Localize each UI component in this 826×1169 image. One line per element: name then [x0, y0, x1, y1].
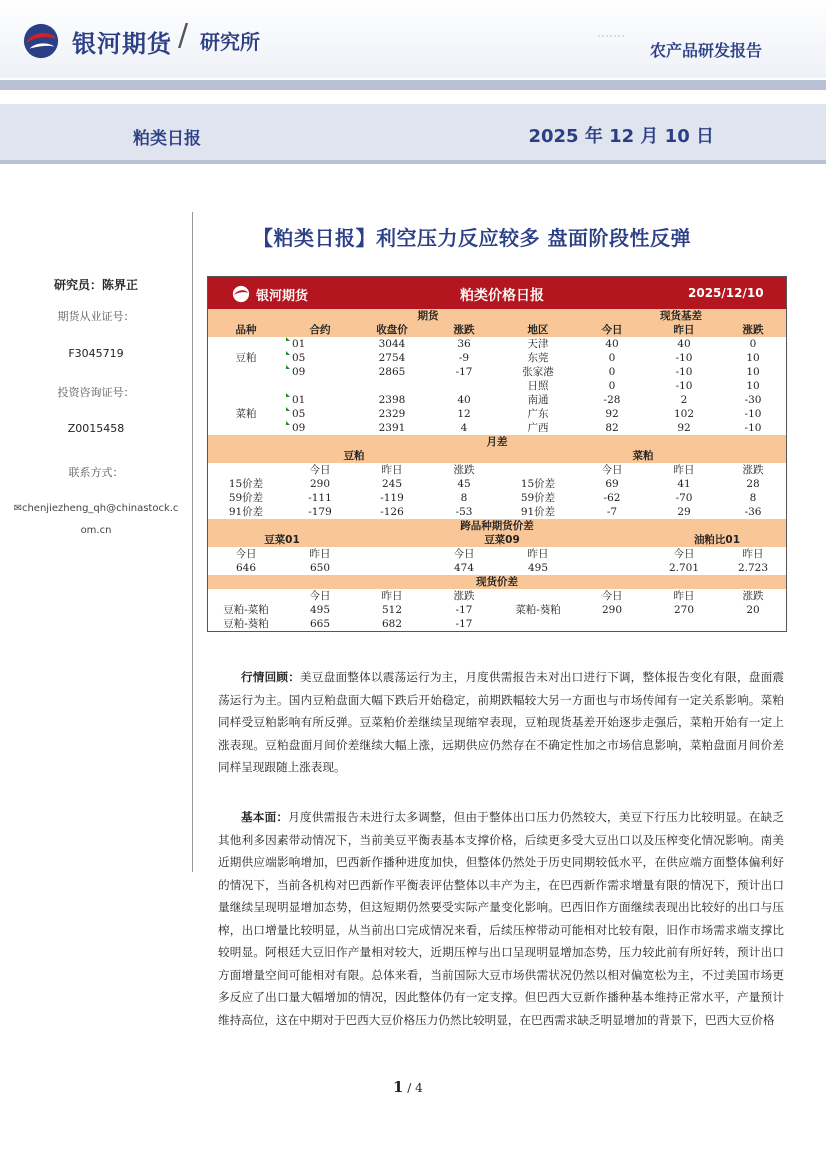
table-cell: 290 [576, 603, 648, 617]
table-cell: -126 [356, 505, 428, 519]
table-cell: 0 [576, 351, 648, 365]
table-cell: -36 [720, 505, 786, 519]
table-cell [284, 379, 356, 393]
table-cell: -111 [284, 491, 356, 505]
table-cell: -17 [428, 617, 500, 631]
table-cell: 10 [720, 379, 786, 393]
column-header: 昨日 [648, 323, 720, 337]
daily-title: 粕类日报 [133, 129, 201, 149]
column-header [208, 463, 284, 477]
column-header: 涨跌 [720, 323, 786, 337]
table-cell: 682 [356, 617, 428, 631]
report-type: 农产品研发报告 [649, 41, 762, 60]
subsection-title: 菜粕 [500, 449, 786, 463]
table-cell [576, 561, 648, 575]
table-cell: 2.723 [720, 561, 786, 575]
cert-label: 期货从业证号： [57, 310, 135, 323]
table-row [208, 379, 786, 393]
table-cell: 10 [720, 365, 786, 379]
mail-icon: ✉ [13, 503, 22, 514]
flag-icon [286, 365, 290, 369]
column-header: 品种 [208, 323, 284, 337]
table-cell: -10 [648, 351, 720, 365]
section-title: 月差 [208, 435, 786, 449]
review-label: 行情回顾： [241, 670, 301, 684]
section-header-row [208, 435, 786, 449]
column-header: 地区 [500, 323, 576, 337]
table-cell: 40 [428, 393, 500, 407]
table-cell: 2329 [356, 407, 428, 421]
table-cell: 92 [576, 407, 648, 421]
flag-icon [286, 407, 290, 411]
table-cell: 菜粕 [208, 407, 284, 421]
table-row [208, 365, 786, 379]
table-cell: 0 [576, 365, 648, 379]
column-header: 涨跌 [720, 589, 786, 603]
cert-number: F3045719 [68, 347, 124, 360]
table-cell [356, 561, 428, 575]
table-date: 2025/12/10 [688, 286, 764, 300]
table-cell [720, 617, 786, 631]
table-cell: -10 [720, 407, 786, 421]
flag-icon [286, 393, 290, 397]
table-cell: 4 [428, 421, 500, 435]
table-cell: -10 [648, 365, 720, 379]
table-cell: 日照 [500, 379, 576, 393]
table-cell: 28 [720, 477, 786, 491]
column-header: 昨日 [720, 547, 786, 561]
subsection-title: 豆菜09 [428, 533, 576, 547]
column-header: 今日 [576, 589, 648, 603]
table-cell: 2398 [356, 393, 428, 407]
table-cell [208, 337, 284, 351]
column-header [208, 589, 284, 603]
table-cell: 菜粕-葵粕 [500, 603, 576, 617]
table-cell: 豆粕 [208, 351, 284, 365]
researcher-label: 研究员：陈界正 [53, 278, 138, 292]
column-header: 合约 [284, 323, 356, 337]
table-row [208, 351, 786, 365]
subsection-title: 豆菜01 [208, 533, 356, 547]
table-cell: -70 [648, 491, 720, 505]
column-header: 今日 [576, 323, 648, 337]
table-cell: 2865 [356, 365, 428, 379]
table-cell: 05 [284, 407, 356, 421]
email-line-1: chenjiezheng_qh@chinastock.c [21, 503, 179, 514]
table-cell [576, 617, 648, 631]
table-cell: 290 [284, 477, 356, 491]
table-cell [500, 617, 576, 631]
table-cell [208, 393, 284, 407]
table-cell: 01 [284, 393, 356, 407]
table-cell: 29 [648, 505, 720, 519]
invest-label: 投资咨询证号： [57, 386, 135, 399]
column-header: 昨日 [648, 589, 720, 603]
table-cell: 8 [720, 491, 786, 505]
column-header-row [208, 589, 786, 603]
table-cell: 69 [576, 477, 648, 491]
table-cell: 01 [284, 337, 356, 351]
table-cell: 20 [720, 603, 786, 617]
invest-number: Z0015458 [67, 422, 125, 435]
table-cell: 495 [284, 603, 356, 617]
table-cell: 40 [648, 337, 720, 351]
sidebar-divider [192, 212, 193, 872]
table-row [208, 393, 786, 407]
subsection-header-row [208, 449, 786, 463]
column-header: 涨跌 [720, 463, 786, 477]
table-cell: 59价差 [500, 491, 576, 505]
table-cell: -10 [720, 421, 786, 435]
table-cell: 广东 [500, 407, 576, 421]
price-grid [208, 309, 786, 631]
table-cell: 2754 [356, 351, 428, 365]
page-total: 4 [415, 1081, 423, 1095]
table-cell: 45 [428, 477, 500, 491]
column-header [500, 463, 576, 477]
column-header: 收盘价 [356, 323, 428, 337]
decorative-dots-icon [598, 32, 626, 40]
column-header: 今日 [208, 547, 284, 561]
table-cell: 646 [208, 561, 284, 575]
table-cell: 474 [428, 561, 500, 575]
table-row [208, 561, 786, 575]
table-cell: -28 [576, 393, 648, 407]
table-cell: 82 [576, 421, 648, 435]
table-cell: 10 [720, 351, 786, 365]
table-cell: 665 [284, 617, 356, 631]
table-cell: 15价差 [208, 477, 284, 491]
section-title: 现货价差 [208, 575, 786, 589]
table-cell: 8 [428, 491, 500, 505]
section-header-row [208, 309, 786, 323]
table-cell: 0 [576, 379, 648, 393]
column-header: 今日 [576, 463, 648, 477]
brand-name: 银河期货 [72, 30, 172, 58]
table-cell [208, 309, 356, 323]
review-text: 美豆盘面整体以震荡运行为主，月度供需报告未对出口进行下调，整体报告变化有限，盘面震荡运行为主。国内豆粕盘面大幅下跌后开始稳定，前期跌幅较大另一方面也与市场传闻有一定关系影响。菜粕同样受豆粕影响有所反弹。豆菜粕价差继续呈现缩窄表现，豆粕现货基差开始逐步走强后，菜粕开始有一定上涨表现。豆粕盘面月间价差继续大幅上涨，远期供应仍然存在不确定性加之市场信息影响，菜粕盘面月间价差同样呈现跟随上涨表现。 [218, 670, 784, 774]
table-cell [648, 617, 720, 631]
email-line-2: om.cn [80, 525, 112, 536]
section-title: 跨品种期货价差 [208, 519, 786, 533]
column-header: 今日 [284, 463, 356, 477]
page-current: 1 [393, 1078, 404, 1096]
column-header: 昨日 [356, 589, 428, 603]
main-title: 【粕类日报】利空压力反应较多 盘面阶段性反弹 [253, 226, 691, 250]
subsection-title: 油粕比01 [648, 533, 786, 547]
fundamentals-paragraph [218, 806, 784, 1031]
table-cell: 南通 [500, 393, 576, 407]
column-header: 涨跌 [428, 323, 500, 337]
table-cell: 512 [356, 603, 428, 617]
title-band-divider [0, 160, 826, 164]
report-date: 2025 年 12 月 10 日 [528, 126, 714, 147]
flag-icon [286, 337, 290, 341]
table-cell [356, 379, 428, 393]
table-cell: 2 [648, 393, 720, 407]
fundamentals-label: 基本面： [241, 810, 289, 824]
table-row [208, 407, 786, 421]
column-header [356, 547, 428, 561]
table-cell [356, 533, 428, 547]
table-cell: -119 [356, 491, 428, 505]
table-cell [208, 379, 284, 393]
table-cell [500, 309, 576, 323]
table-cell: 05 [284, 351, 356, 365]
column-header: 昨日 [500, 547, 576, 561]
table-cell: 59价差 [208, 491, 284, 505]
subsection-header-row [208, 533, 786, 547]
price-table [207, 276, 787, 632]
table-cell: 40 [576, 337, 648, 351]
column-header: 昨日 [356, 463, 428, 477]
table-cell: 270 [648, 603, 720, 617]
table-cell: 495 [500, 561, 576, 575]
table-cell: -30 [720, 393, 786, 407]
table-cell: -9 [428, 351, 500, 365]
flag-icon [286, 421, 290, 425]
table-cell: -179 [284, 505, 356, 519]
institute-name: 研究所 [200, 30, 260, 54]
email-link[interactable] [10, 503, 182, 514]
section-title: 现货基差 [576, 309, 786, 323]
table-cell: 91价差 [208, 505, 284, 519]
table-row [208, 617, 786, 631]
table-cell: 15价差 [500, 477, 576, 491]
table-row [208, 421, 786, 435]
table-cell: 41 [648, 477, 720, 491]
header-divider [0, 80, 826, 90]
table-cell: 650 [284, 561, 356, 575]
table-cell: 东莞 [500, 351, 576, 365]
column-header: 今日 [284, 589, 356, 603]
table-row [208, 603, 786, 617]
table-cell [428, 379, 500, 393]
table-header [208, 277, 786, 309]
table-cell: -10 [648, 379, 720, 393]
table-cell: 92 [648, 421, 720, 435]
section-header-row [208, 519, 786, 533]
column-header-row [208, 323, 786, 337]
column-header [576, 547, 648, 561]
column-header: 昨日 [648, 463, 720, 477]
table-cell: -17 [428, 365, 500, 379]
table-cell: 豆粕-菜粕 [208, 603, 284, 617]
column-header [500, 589, 576, 603]
table-cell [208, 421, 284, 435]
table-cell: 2391 [356, 421, 428, 435]
table-cell: 102 [648, 407, 720, 421]
table-cell: -17 [428, 603, 500, 617]
column-header-row [208, 547, 786, 561]
section-header-row [208, 575, 786, 589]
table-cell: 天津 [500, 337, 576, 351]
contact-label: 联系方式： [68, 466, 124, 479]
column-header: 今日 [648, 547, 720, 561]
table-cell: 3044 [356, 337, 428, 351]
page-separator: / [403, 1081, 416, 1095]
table-cell: 91价差 [500, 505, 576, 519]
column-header: 涨跌 [428, 589, 500, 603]
column-header-row [208, 463, 786, 477]
table-cell: -53 [428, 505, 500, 519]
table-cell: -7 [576, 505, 648, 519]
table-name: 粕类价格日报 [460, 288, 544, 304]
table-cell: 豆粕-葵粕 [208, 617, 284, 631]
table-row [208, 505, 786, 519]
subsection-title: 豆粕 [208, 449, 500, 463]
fundamentals-text: 月度供需报告未进行太多调整，但由于整体出口压力仍然较大，美豆下行压力比较明显。在缺乏其他利多因素带动情况下，当前美豆平衡表基本支撑价格，后续更多受大豆出口以及压榨变化情况影响。南美近期供应端影响增加，巴西新作播种进度加快，但整体仍然处于历史同期较低水平，在供应端方面整体偏利好的情况下，当前各机构对巴西新作平衡表评估整体以丰产为主，在巴西新作需求增量有限的情况下，预计出口量继续呈现明显增加态势，但这短期仍然要受实际产量变化影响。巴西旧作方面继续表现出比较好的出口与压榨，出口增量比较明显，从当前出口完成情况来看，后续压榨带动可能相对比较有限，旧作市场需求端支撑比较明显。阿根廷大豆旧作产量相对较大，近期压榨与出口呈现明显增加态势，压力较此前有所好转，预计出口方面增量空间可能相对有限。总体来看，当前国际大豆市场供需状况仍然以相对偏宽松为主，不过美国市场更多反应了出口量大幅增加的情况，因此整体仍有一定支撑。但巴西大豆新作播种基本维持正常水平，产量预计维持高位，这在中期对于巴西大豆价格压力仍然比较明显，在巴西需求缺乏明显增加的背景下，巴西大豆价格 [218, 810, 784, 1027]
table-row [208, 491, 786, 505]
column-header: 今日 [428, 547, 500, 561]
market-review-paragraph [218, 666, 784, 779]
table-row [208, 337, 786, 351]
table-cell: 广西 [500, 421, 576, 435]
table-cell: -62 [576, 491, 648, 505]
table-cell: 09 [284, 421, 356, 435]
table-cell [208, 365, 284, 379]
flag-icon [286, 351, 290, 355]
table-cell: 0 [720, 337, 786, 351]
section-title: 期货 [356, 309, 500, 323]
column-header: 涨跌 [428, 463, 500, 477]
galaxy-logo-icon [232, 285, 250, 303]
table-cell: 2.701 [648, 561, 720, 575]
table-cell: 245 [356, 477, 428, 491]
table-cell: 09 [284, 365, 356, 379]
table-row [208, 477, 786, 491]
page-number [393, 1078, 423, 1096]
table-cell: 张家港 [500, 365, 576, 379]
brand-separator: / [178, 18, 189, 53]
table-cell: 12 [428, 407, 500, 421]
column-header: 昨日 [284, 547, 356, 561]
table-brand: 银河期货 [256, 289, 309, 304]
galaxy-logo-icon [22, 22, 60, 60]
table-cell: 36 [428, 337, 500, 351]
table-cell [576, 533, 648, 547]
